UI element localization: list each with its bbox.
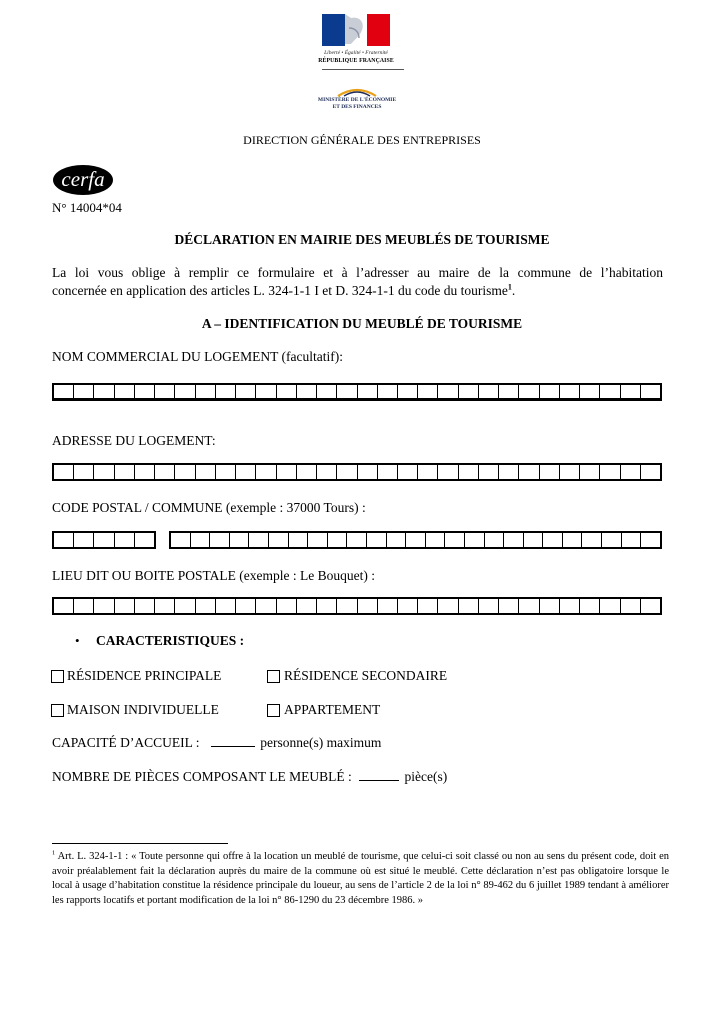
bullet-icon: •: [75, 633, 80, 648]
char-cell[interactable]: [73, 385, 93, 399]
char-cell[interactable]: [458, 465, 478, 479]
char-cell[interactable]: [276, 465, 296, 479]
char-cell[interactable]: [581, 533, 601, 547]
char-cell[interactable]: [54, 465, 73, 479]
republic-name: RÉPUBLIQUE FRANÇAISE: [318, 58, 394, 64]
footnote-number: 1: [52, 849, 56, 857]
char-cell[interactable]: [437, 465, 457, 479]
char-cell[interactable]: [316, 599, 336, 613]
char-cell[interactable]: [235, 599, 255, 613]
intro-end: .: [511, 283, 516, 298]
char-cell[interactable]: [229, 533, 249, 547]
char-cell[interactable]: [93, 599, 113, 613]
char-cell[interactable]: [307, 533, 327, 547]
republic-motto: Liberté • Égalité • Fraternité: [324, 50, 388, 56]
char-cell[interactable]: [134, 465, 154, 479]
char-cell[interactable]: [620, 465, 640, 479]
char-cell[interactable]: [377, 385, 397, 399]
residence-secondaire-checkbox[interactable]: [267, 670, 280, 683]
char-cell[interactable]: [114, 385, 134, 399]
char-cell[interactable]: [73, 599, 93, 613]
char-cell[interactable]: [539, 599, 559, 613]
char-cell[interactable]: [397, 465, 417, 479]
char-cell[interactable]: [296, 385, 316, 399]
intro-line-2: concernée en application des articles L. 324-1-1 I et D. 324-1-1 du code du tourisme: [52, 283, 508, 298]
char-cell[interactable]: [417, 465, 437, 479]
char-cell[interactable]: [377, 465, 397, 479]
cerfa-logo-text: cerfa: [61, 167, 105, 191]
adresse-label: ADRESSE DU LOGEMENT:: [52, 433, 216, 448]
char-cell[interactable]: [174, 465, 194, 479]
char-cell[interactable]: [498, 385, 518, 399]
footnote-text: Art. L. 324-1-1 : « Toute personne qui offre à la location un meublé de tourisme, que celui-ci soit classé ou non au sens du présent code, doit en avoir préalablement fait la déclaration auprès du maire de la commune où est situé le meublé. Cette déclaration n’est pas obligatoire lorsque le local à usage d’habitation constitue la résidence principale du loueur, au sens de l’article 2 de la loi n° 89-462 du 6 juillet 1989 tendant à améliorer les rapports locatifs et portant modification de la loi n° 86-1290 du 23 décembre 1986. »: [52, 851, 669, 906]
nom-commercial-input[interactable]: [52, 383, 662, 401]
char-cell[interactable]: [154, 599, 174, 613]
ministry-logo: [312, 87, 402, 127]
char-cell[interactable]: [235, 385, 255, 399]
sun-arc-icon: [336, 87, 378, 97]
code-postal-commune-label: CODE POSTAL / COMMUNE (exemple : 37000 Tours) :: [52, 500, 366, 515]
maison-individuelle-label: MAISON INDIVIDUELLE: [67, 702, 219, 717]
char-cell[interactable]: [134, 385, 154, 399]
char-cell[interactable]: [559, 385, 579, 399]
char-cell[interactable]: [54, 599, 73, 613]
nom-commercial-label: NOM COMMERCIAL DU LOGEMENT (facultatif):: [52, 349, 343, 364]
char-cell[interactable]: [518, 599, 538, 613]
char-cell[interactable]: [134, 599, 154, 613]
char-cell[interactable]: [174, 385, 194, 399]
char-cell[interactable]: [114, 533, 134, 547]
pieces-label: NOMBRE DE PIÈCES COMPOSANT LE MEUBLÉ :: [52, 769, 352, 784]
char-cell[interactable]: [437, 385, 457, 399]
char-cell[interactable]: [195, 599, 215, 613]
char-cell[interactable]: [425, 533, 445, 547]
char-cell[interactable]: [171, 533, 190, 547]
char-cell[interactable]: [195, 385, 215, 399]
char-cell[interactable]: [417, 599, 437, 613]
char-cell[interactable]: [316, 385, 336, 399]
char-cell[interactable]: [640, 465, 660, 479]
char-cell[interactable]: [154, 465, 174, 479]
lieu-dit-label: LIEU DIT OU BOITE POSTALE (exemple : Le Bouquet) :: [52, 568, 375, 583]
capacite-input[interactable]: [211, 746, 255, 747]
char-cell[interactable]: [539, 465, 559, 479]
char-cell[interactable]: [640, 385, 660, 399]
code-postal-input[interactable]: [52, 531, 156, 549]
char-cell[interactable]: [357, 465, 377, 479]
char-cell[interactable]: [114, 599, 134, 613]
char-cell[interactable]: [377, 599, 397, 613]
char-cell[interactable]: [215, 599, 235, 613]
char-cell[interactable]: [601, 533, 621, 547]
char-cell[interactable]: [599, 385, 619, 399]
intro-line-1: La loi vous oblige à remplir ce formulaire et à l’adresser au maire de la commune de l’habitation: [52, 265, 663, 280]
lieu-dit-input[interactable]: [52, 597, 662, 615]
capacite-unit: personne(s) maximum: [260, 735, 382, 750]
residence-secondaire-label: RÉSIDENCE SECONDAIRE: [284, 668, 448, 683]
char-cell[interactable]: [54, 533, 73, 547]
commune-input[interactable]: [169, 531, 662, 549]
char-cell[interactable]: [640, 533, 660, 547]
char-cell[interactable]: [174, 599, 194, 613]
char-cell[interactable]: [464, 533, 484, 547]
char-cell[interactable]: [327, 533, 347, 547]
char-cell[interactable]: [288, 533, 308, 547]
char-cell[interactable]: [296, 465, 316, 479]
marianne-flag-icon: [322, 14, 390, 46]
char-cell[interactable]: [366, 533, 386, 547]
appartement-checkbox[interactable]: [267, 704, 280, 717]
char-cell[interactable]: [518, 465, 538, 479]
char-cell[interactable]: [134, 533, 154, 547]
char-cell[interactable]: [478, 599, 498, 613]
char-cell[interactable]: [579, 385, 599, 399]
char-cell[interactable]: [542, 533, 562, 547]
cerfa-logo: [53, 165, 113, 195]
direction-title: DIRECTION GÉNÉRALE DES ENTREPRISES: [243, 133, 481, 147]
footnote-ref: 1: [507, 282, 512, 292]
char-cell[interactable]: [316, 465, 336, 479]
document-title: DÉCLARATION EN MAIRIE DES MEUBLÉS DE TOURISME: [174, 232, 550, 247]
char-cell[interactable]: [417, 385, 437, 399]
char-cell[interactable]: [458, 599, 478, 613]
char-cell[interactable]: [386, 533, 406, 547]
char-cell[interactable]: [255, 385, 275, 399]
char-cell[interactable]: [444, 533, 464, 547]
char-cell[interactable]: [599, 465, 619, 479]
char-cell[interactable]: [559, 465, 579, 479]
pieces-input[interactable]: [359, 780, 399, 781]
char-cell[interactable]: [255, 599, 275, 613]
char-cell[interactable]: [478, 465, 498, 479]
char-cell[interactable]: [73, 465, 93, 479]
char-cell[interactable]: [93, 385, 113, 399]
char-cell[interactable]: [397, 385, 417, 399]
char-cell[interactable]: [336, 465, 356, 479]
char-cell[interactable]: [518, 385, 538, 399]
char-cell[interactable]: [640, 599, 660, 613]
char-cell[interactable]: [235, 465, 255, 479]
char-cell[interactable]: [484, 533, 504, 547]
char-cell[interactable]: [190, 533, 210, 547]
pieces-row: [52, 769, 447, 785]
char-cell[interactable]: [621, 533, 641, 547]
residence-principale-label: RÉSIDENCE PRINCIPALE: [67, 668, 222, 683]
maison-individuelle-checkbox[interactable]: [51, 704, 64, 717]
char-cell[interactable]: [154, 385, 174, 399]
char-cell[interactable]: [357, 385, 377, 399]
char-cell[interactable]: [620, 599, 640, 613]
char-cell[interactable]: [562, 533, 582, 547]
appartement-label: APPARTEMENT: [284, 702, 381, 717]
republique-francaise-logo: [318, 14, 394, 76]
char-cell[interactable]: [579, 465, 599, 479]
capacite-row: [52, 735, 381, 751]
char-cell[interactable]: [579, 599, 599, 613]
ministry-name-line2: ET DES FINANCES: [332, 104, 382, 110]
char-cell[interactable]: [397, 599, 417, 613]
char-cell[interactable]: [54, 385, 73, 399]
char-cell[interactable]: [599, 599, 619, 613]
char-cell[interactable]: [405, 533, 425, 547]
char-cell[interactable]: [620, 385, 640, 399]
char-cell[interactable]: [276, 385, 296, 399]
pieces-unit: pièce(s): [404, 769, 448, 784]
footnote: [52, 850, 669, 908]
ministry-name-line1: MINISTÈRE DE L'ÉCONOMIE: [317, 97, 397, 103]
char-cell[interactable]: [255, 465, 275, 479]
header-divider: [322, 69, 404, 70]
char-cell[interactable]: [559, 599, 579, 613]
char-cell[interactable]: [458, 385, 478, 399]
char-cell[interactable]: [346, 533, 366, 547]
char-cell[interactable]: [276, 599, 296, 613]
char-cell[interactable]: [195, 465, 215, 479]
char-cell[interactable]: [93, 533, 113, 547]
char-cell[interactable]: [93, 465, 113, 479]
char-cell[interactable]: [336, 385, 356, 399]
intro-paragraph: [52, 264, 663, 300]
char-cell[interactable]: [209, 533, 229, 547]
char-cell[interactable]: [296, 599, 316, 613]
char-cell[interactable]: [478, 385, 498, 399]
residence-principale-checkbox[interactable]: [51, 670, 64, 683]
char-cell[interactable]: [268, 533, 288, 547]
char-cell[interactable]: [437, 599, 457, 613]
capacite-label: CAPACITÉ D’ACCUEIL :: [52, 735, 200, 750]
adresse-input[interactable]: [52, 463, 662, 481]
char-cell[interactable]: [215, 465, 235, 479]
char-cell[interactable]: [336, 599, 356, 613]
section-a-title: A – IDENTIFICATION DU MEUBLÉ DE TOURISME: [201, 316, 523, 331]
char-cell[interactable]: [73, 533, 93, 547]
char-cell[interactable]: [539, 385, 559, 399]
char-cell[interactable]: [498, 599, 518, 613]
footnote-divider: [52, 843, 228, 844]
cerfa-number: N° 14004*04: [52, 200, 122, 215]
char-cell[interactable]: [114, 465, 134, 479]
char-cell[interactable]: [248, 533, 268, 547]
char-cell[interactable]: [523, 533, 543, 547]
char-cell[interactable]: [498, 465, 518, 479]
char-cell[interactable]: [357, 599, 377, 613]
char-cell[interactable]: [215, 385, 235, 399]
char-cell[interactable]: [503, 533, 523, 547]
caracteristiques-title: CARACTERISTIQUES :: [96, 633, 245, 648]
